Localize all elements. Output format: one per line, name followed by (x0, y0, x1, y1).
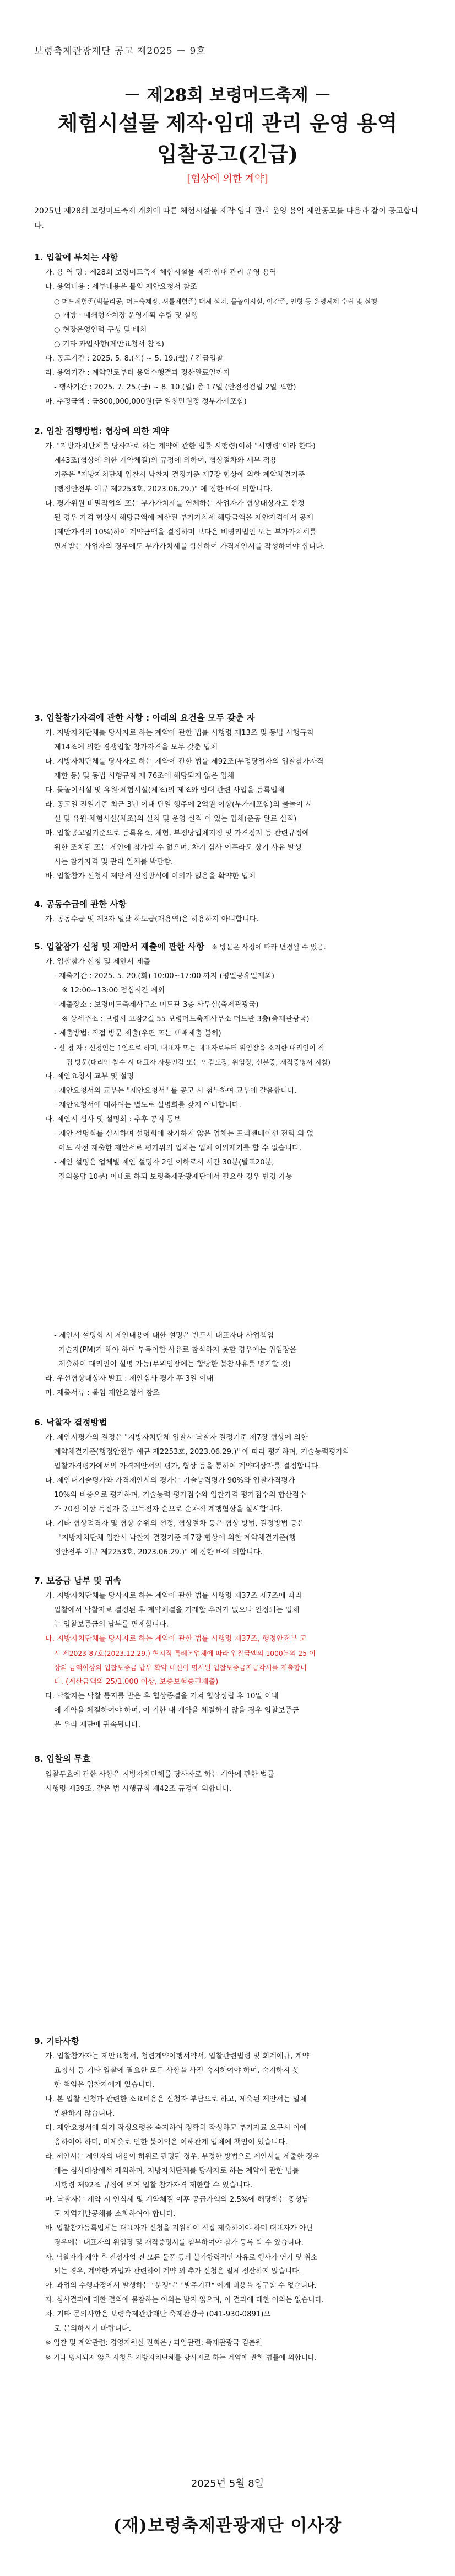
section-line: 이도 사전 제출한 제안서로 평가위의 업체는 업체 이의제기를 할 수 없습니다. (58, 1144, 302, 1152)
section-line: 입찰무효에 관한 사항은 지방자치단체를 당사자로 하는 계약에 관한 법률 (45, 1770, 274, 1779)
notice-date: 2025년 5월 8일 (191, 2478, 264, 2489)
section-line: 다. 물놀이시설 및 유원·체험시설(체조)의 제조와 임대 관련 사업을 등록업체 (45, 786, 285, 795)
section-line: 가. 지방자치단체를 당사자로 하는 계약에 관한 법률 시행령 제13조 및 동법 시행규칙 (45, 729, 314, 737)
section-line: 다. 기타 협상적격자 및 협상 순위의 선정, 협상절차 등은 협상 방법, 결정방법 등은 (45, 1520, 305, 1528)
section-line: 라. 공고일 전일기준 최근 3년 이내 단일 행주에 2억원 이상(부가세포함)의 물놀이 시 (45, 801, 313, 809)
section-line: 가. "지방자치단체를 당사자로 하는 계약에 관한 법률 시행령(이하 "시행령"이라 한다) (45, 442, 316, 450)
section-line: - 제안요청서의 교부는 "제안요청서" 를 공고 시 첨부하여 교부에 갈음합니다. (54, 1087, 297, 1095)
section-line: 바. 입찰참가 신청시 제안서 선정방식에 이의가 없음을 확약한 업체 (45, 872, 256, 881)
issuer-name: (재)보령축제관광재단 이사장 (113, 2516, 342, 2536)
section-line: 가. 용 역 명 : 제28회 보령머드축제 체험시설물 제작·임대 관리 운영 용역 (45, 269, 277, 277)
section-line: ※ 기타 명시되지 않은 사항은 지방자치단체를 당사자로 하는 계약에 관한 법률에 의합니다. (45, 2353, 317, 2362)
section-line: - 제안서 설명회 시 제안내용에 대한 설명은 반드시 대표자나 사업책임 (54, 1332, 274, 1340)
section-line: 가. 제안서평가의 결정은 "지방자치단체 입찰시 낙찰자 결정기준 제7장 협상에 의한 (45, 1434, 308, 1442)
section-line: 가 70점 이상 득점자 중 고득점자 순으로 순차적 계행협상을 실시합니다. (54, 1505, 283, 1514)
section-line: - 제출방법: 직접 방문 제출(우편 또는 택배제출 불허) (54, 1029, 221, 1038)
section-line: 는 입찰보증금의 납부를 면제합니다. (54, 1620, 169, 1629)
section-line: 마. 제출서류 : 붙임 제안요청서 참조 (45, 1389, 160, 1397)
section-line: 나. 평가위원 비밀작업의 또는 부가가치세를 연체하는 사업자가 협상대상자로 선정 (45, 500, 305, 508)
section-line: 자. 심사결과에 대한 결의에 불참하는 이의는 받지 않으며, 이 결과에 대한 이의는 없습니다. (45, 2296, 324, 2304)
section-line: 마. 낙찰자는 계약 시 인식세 및 계약체결 이후 공급가액의 2.5%에 해당하는 총성남 (45, 2196, 309, 2204)
section-line: 면제받는 사업자의 경우에도 부가가치세를 합산하여 가격제안서를 작성하여야 합니다. (54, 543, 326, 551)
section-line: 마. 추정금액 : 금800,000,000원(금 일천만원정 정부가세포함) (45, 398, 247, 406)
section-line: 나. 지방자치단체를 당사자로 하는 계약에 관한 법률 제92조(부정당업자의 입찰참가자격 (45, 758, 324, 766)
section-line: 에 계약을 체결하여야 하며, 이 기한 내 계약을 체결하지 않을 경우 입찰보증금 (54, 1706, 300, 1715)
section-line: 요청서 등 기타 입찰에 필요한 모든 사항을 사전 숙지하여야 하며, 숙지하지 못 (54, 2067, 300, 2075)
section-line: 가. 입찰참가 신청 및 제안서 제출 (45, 958, 150, 966)
section-line: 도 지역개발공채를 소화하여야 합니다. (54, 2210, 176, 2218)
section-line: 될 경우 가격 협상시 해당금액에 계산된 부가가치세 해당금액을 제안가격에서 공제 (54, 514, 313, 522)
section-line: 라. 제안서는 제안자의 내용이 허위로 판명된 경우, 부정한 방법으로 제안서를 제출한 경우 (45, 2153, 319, 2161)
section-line: 로 문의하시기 바랍니다. (54, 2325, 131, 2333)
section-line: ○ 머드체험존(빅블리공, 머드축제장, 셔틀체험존) 대체 설치, 물놀이시설, 야간존, 인형 등 운영체제 수립 및 실행 (54, 298, 377, 305)
title-main: 체험시설물 제작·임대 관리 운영 용역 (57, 111, 398, 136)
section-line: 나. 본 입찰 신청과 관련한 소요비용은 신청자 부담으로 하고, 제출된 제안서는 일체 (45, 2095, 307, 2103)
section-line: 가. 공동수급 및 제3자 일괄 하도급(재용역)은 허용하지 아니합니다. (45, 915, 259, 924)
section-line: 한 책임은 입찰자에게 있습니다. (54, 2081, 155, 2089)
section-line: 사. 낙찰자가 계약 후 전성사업 전 모든 물품 등의 불가항력적인 사유로 행사가 연기 및 취소 (45, 2253, 318, 2261)
section-line: 기술자(PM)가 해야 하며 부득이한 사유로 참석하지 못할 경우에는 위임장을 (58, 1346, 297, 1354)
title-sub: 입찰공고(긴급) (156, 142, 299, 167)
contract-type-label: [협상에 의한 계약] (187, 173, 268, 185)
section-heading: 4. 공동수급에 관한 사항 (34, 899, 127, 909)
section-heading: 6. 낙찰자 결정방법 (34, 1418, 107, 1427)
section-line: 나. 용역내용 : 세부내용은 붙임 제안요청서 참조 (45, 283, 197, 291)
section-line: 접 방문(대리인 참수 시 대표자 사용인감 또는 인감도장, 위임장, 신분증, 재직증명서 지참) (66, 1059, 331, 1066)
section-heading: 9. 기타사항 (34, 2036, 79, 2046)
section-line: (행정안전부 예규 제2253호, 2023.06.29.)" 에 정한 바에 의합니다. (54, 485, 273, 493)
section-line: 나. 제안내기술평가와 가격제안서의 평가는 기술능력평가 90%와 입찰가격평가 (45, 1477, 295, 1485)
section-line: 시행령 제92조 규정에 의거 입찰 참가자격 제한할 수 있습니다. (54, 2181, 253, 2189)
section-line: 가. 입찰참가자는 제안요청서, 청렴계약이행서약서, 입찰관련법령 및 회계예규, 계약 (45, 2052, 310, 2060)
section-line: 제43조(협상에 의한 계약체결)의 규정에 의하여, 협상절차와 세부 적용 (54, 457, 277, 465)
section-line: 10%의 비중으로 평가하며, 기술능력 평가점수와 입찰가격 평가점수의 합산점수 (54, 1491, 306, 1499)
section-heading-note: ※ 방문은 사정에 따라 변경될 수 있음. (212, 943, 326, 951)
section-line: 입찰가격평가에서의 가격제안서의 평가, 협상 등을 통하여 계약대상자를 결정합니다. (54, 1462, 321, 1471)
section-line: 다. 제안서 심사 및 설명회 : 추후 공지 통보 (45, 1115, 181, 1124)
section-line: 가. 지방자치단체를 당사자로 하는 계약에 관한 법률 시행령 제37조 제7조에 따라 (45, 1592, 302, 1600)
section-line: ○ 기타 과업사항(제안요청서 참조) (54, 340, 164, 348)
section-line-highlight: 상의 금액이상의 입찰보증금 납부 확약 대신이 명시된 입찰보증금지급각서를 제출합니 (54, 1664, 307, 1672)
section-line: 다. 제안요청서에 의거 작성요령을 숙지하여 정확히 작성하고 추가자료 요구시 이에 (45, 2124, 307, 2132)
section-line: ○ 개방 · 폐쇄형자치장 운영계획 수립 및 실행 (54, 312, 198, 320)
section-line: 시행령 제39조, 같은 법 시행규칙 제42조 규정에 의합니다. (45, 1785, 232, 1793)
section-line: 기준은 "지방자치단체 입찰시 낙찰자 결정기준 제7장 협상에 의한 계약체결기준 (54, 471, 305, 479)
section-line: 은 우리 재단에 귀속됩니다. (54, 1721, 140, 1729)
section-line-highlight: 시 제2023-87호(2023.12.29.) 현지적 특례본업체에 따라 입찰금액의 1000분의 25 이 (54, 1650, 316, 1657)
section-line: - 제안요청서에 대하여는 별도로 설명회를 갖지 아니합니다. (54, 1101, 241, 1109)
section-line: 바. 입찰참가등록업체는 대표자가 신청을 지원하여 직접 제출하여야 하며 대표자가 아닌 (45, 2224, 313, 2232)
section-line-highlight: 다. (계산금액의 25/1,000 이상, 보증보험증권제출) (54, 1678, 219, 1686)
title-festival: － 제28회 보령머드축제 － (123, 85, 332, 105)
section-heading-text: 5. 입찰참가 신청 및 제안서 제출에 관한 사항 (34, 942, 204, 952)
section-line: 계약체결기준(행정안전부 예규 제2253호, 2023.06.29.)" 에 따라 평가하며, 기술능력평가와 (54, 1448, 350, 1456)
section-line: "지방자치단체 입찰시 낙찰자 결정기준 제7장 협상에 의한 계약체결기준(행 (58, 1534, 296, 1542)
section-line: - 제출기간 : 2025. 5. 20.(화) 10:00~17:00 까지 (평일공휴일제외) (54, 972, 275, 980)
section-line: 마. 입찰공고일기준으로 등록유소, 체험, 부정당업체지정 및 가격정지 등 관련규정에 (45, 829, 310, 838)
section-line: 에는 심사대상에서 제외하며, 지방자치단체를 당사자로 하는 계약에 관한 법률 (54, 2167, 300, 2175)
section-line: ※ 입찰 및 계약관련: 경영지원실 진회은 / 과업관련: 축제관광국 김춘원 (45, 2339, 263, 2347)
section-line: 라. 우선협상대상자 발표 : 제안심사 평가 후 3일 이내 (45, 1375, 214, 1383)
section-heading: 3. 입찰참가자격에 관한 사항 : 아래의 요건을 모두 갖춘 자 (34, 713, 255, 723)
intro-paragraph: 2025년 제28회 보령머드축제 개최에 따른 체험시설물 제작·임대 관리 운영 용역 제안공모를 다음과 같이 공고합니다. (34, 207, 419, 230)
section-line: 아. 과업의 수행과정에서 발생하는 "분쟁"은 "발주기관" 에게 비용을 청구할 수 없습니다. (45, 2282, 317, 2290)
section-line: 제한 등) 및 동법 시행규칙 제 76조에 해당되지 않은 업체 (54, 772, 235, 780)
section-line: 반환하지 않습니다. (54, 2110, 115, 2118)
section-line: 질의응답 10분) 이내로 하되 보령축제관광재단에서 필요한 경우 변경 가능 (58, 1173, 292, 1181)
section-line: 설 및 유원·체험시설(체조)의 설치 및 운영 실적 이 있는 업체(준공 완료 실적) (54, 815, 297, 823)
section-line-highlight: 나. 지방자치단체를 당사자로 하는 계약에 관한 법률 시행령 제37조, 행정안전부 고 (45, 1635, 307, 1643)
section-line: ○ 현장운영인력 구성 및 배치 (54, 326, 147, 334)
section-heading: 8. 입찰의 무효 (34, 1754, 91, 1764)
section-line: 나. 제안요청서 교부 및 설명 (45, 1072, 134, 1081)
section-line: 라. 용역기간 : 계약일로부터 용역수행결과 정산완료일까지 (45, 369, 230, 377)
section-heading: 1. 입찰에 부치는 사항 (34, 253, 118, 262)
section-line: 위한 조치된 또는 제안에 참가할 수 없으며, 차기 심사 이후라도 상기 사유 발생 (54, 844, 302, 852)
section-line: 시는 참가자격 및 관리 일체를 박탈함. (54, 858, 174, 866)
section-line: 응하여야 하며, 미제출로 인한 불이익은 이해관계 업체에 책임이 있습니다. (54, 2138, 288, 2146)
section-line: 제14조에 의한 경쟁입찰 참가자격을 모두 갖춘 업체 (54, 743, 218, 752)
section-heading: 7. 보증금 납부 및 귀속 (34, 1576, 122, 1586)
section-heading: 2. 입찰 집행방법: 협상에 의한 계약 (34, 426, 169, 436)
section-line: - 신 청 자 : 신청인는 1인으로 하며, 대표자 또는 대표자로부터 위임장을 소지한 대리인이 직 (54, 1044, 324, 1052)
section-line: - 제안 설명회를 실시하며 설명회에 참가하지 않은 업체는 프리젠테이션 전력 의 없 (54, 1130, 314, 1138)
section-line: 되는 경우, 계약한 과업과 관련하여 계약 외 추가 신청은 일체 정산하지 않습니다. (54, 2267, 301, 2276)
section-line: ※ 12:00~13:00 점심시간 제외 (62, 986, 165, 995)
section-line: ※ 상세주소 : 보령시 고잠2길 55 보령머드축제사무소 머드관 3층(축제관광국) (62, 1015, 310, 1023)
section-line: - 제출장소 : 보령머드축제사무소 머드관 3층 사무실(축제관광국) (54, 1001, 259, 1009)
section-line: - 행사기간 : 2025. 7. 25.(금) ~ 8. 10.(일) 총 17일 (안전점검일 2일 포함) (54, 383, 296, 391)
notice-title (0, 83, 455, 170)
section-line: 다. 공고기간 : 2025. 5. 8.(목) ~ 5. 19.(월) / 긴급입찰 (45, 355, 224, 363)
section-line: 제출하여 대리인이 설명 가능(무위임장에는 합당한 불참사유를 명기할 것) (58, 1360, 291, 1368)
section-heading (34, 940, 326, 952)
section-line: 다. 낙찰자는 낙찰 통지를 받은 후 협상종결을 거쳐 협상성립 후 10일 이내 (45, 1692, 279, 1700)
section-line: (제안가격의 10%)하여 계약금액을 결정하며 보다은 비영리법인 또는 부가가치세를 (54, 528, 317, 536)
section-line: - 제안 설명은 업체별 제안 설명자 2인 이하로서 시간 30분(발표20분, (54, 1158, 274, 1167)
section-line: 차. 기타 문의사항은 보령축제관광재단 축제관광국 (041-930-0891)으 (45, 2310, 271, 2319)
section-line: 입찰에서 낙찰자로 결정된 후 계약체결을 거래할 우려가 없으나 인정되는 업체 (54, 1606, 300, 1614)
section-line: 정안전부 예규 제2253호, 2023.06.29.)" 에 정한 바에 의합니다. (54, 1548, 263, 1557)
section-line: 경우에는 대표자의 위임장 및 재직증명서를 첨부하여야 참가 등록 할 수 있습니다. (54, 2239, 304, 2247)
notice-number: 보령축제관광재단 공고 제2025 － 9호 (34, 46, 206, 57)
